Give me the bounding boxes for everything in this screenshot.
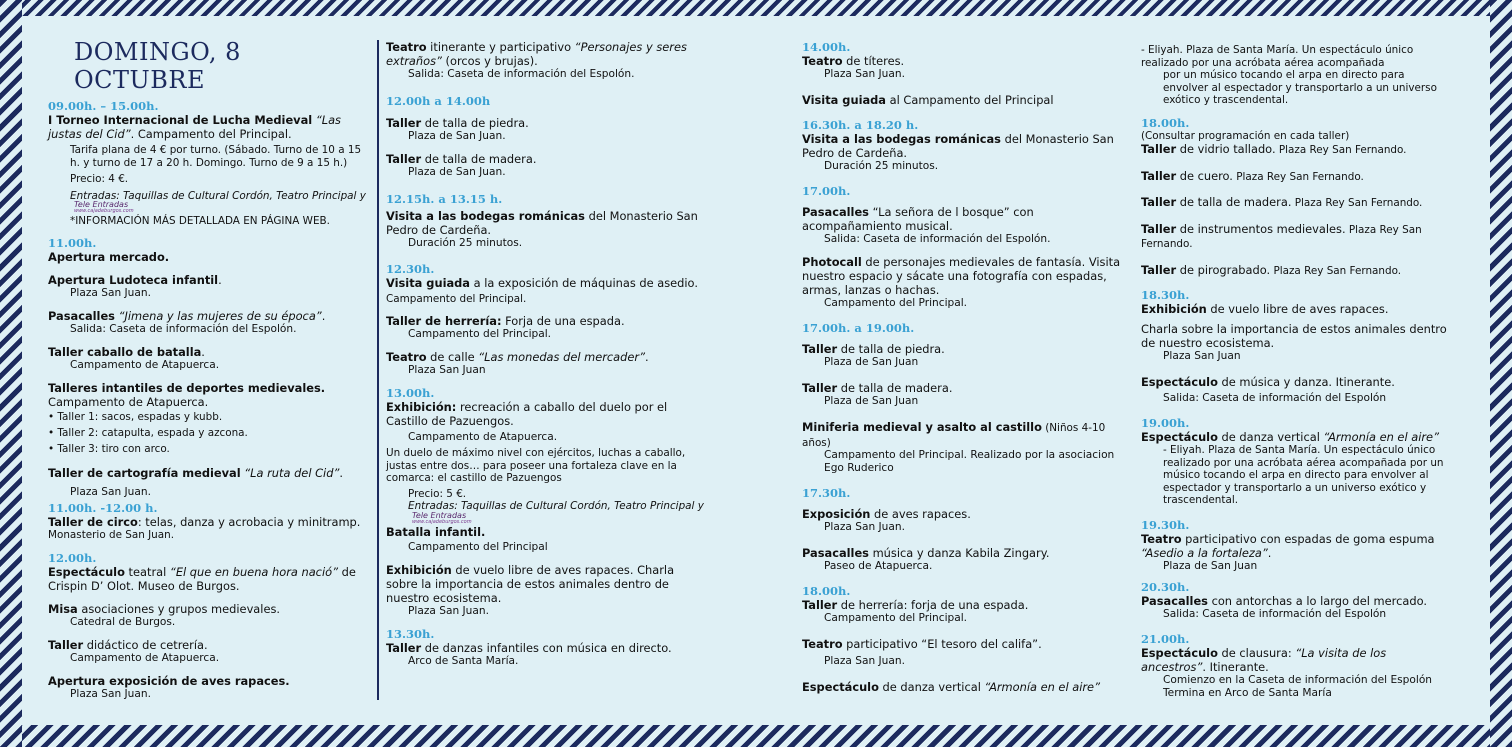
eliyah-description: - Eliyah. Plaza de Santa María. Un espectáculo único realizado por una acróbata aérea acompañada bbox=[1141, 44, 1414, 69]
event-subtitle: “La visita de los ancestros” bbox=[1141, 645, 1387, 674]
event-location: Plaza San Juan bbox=[408, 364, 486, 376]
event-title: Espectáculo bbox=[1141, 375, 1218, 389]
event-danza-vertical bbox=[802, 680, 1128, 694]
event-misa bbox=[48, 602, 370, 616]
event-title: Exhibición bbox=[1141, 302, 1207, 316]
time-heading: 19.00h. bbox=[1141, 416, 1190, 430]
time-heading: 21.00h. bbox=[1141, 631, 1190, 646]
event-desc: de personajes medievales de fantasía. Visita nuestro espacio y sácate una fotografía con espadas, armas, lanzas o hachas. bbox=[802, 255, 1121, 297]
decorative-border-top bbox=[0, 0, 1512, 16]
time-heading: 17.00h. a 19.00h. bbox=[802, 321, 915, 335]
event-desc: al Campamento del Principal bbox=[886, 93, 1054, 107]
event-duration: Duración 25 minutos. bbox=[408, 237, 523, 249]
event-desc: con antorchas a lo largo del mercado. bbox=[1207, 593, 1427, 608]
entradas-text bbox=[48, 190, 370, 215]
time-heading: 13.00h. bbox=[386, 386, 435, 400]
event-bodegas bbox=[802, 132, 1128, 160]
event-desc: de calle bbox=[426, 350, 479, 364]
event-antorchas bbox=[1141, 594, 1447, 608]
event-desc: de vuelo libre de aves rapaces. Charla sobre la importancia de estos animales dentro de nuestro ecosistema. bbox=[386, 563, 675, 605]
time-heading: 11.00h. bbox=[48, 236, 97, 250]
event-talla-madera bbox=[1141, 195, 1447, 210]
precio-text: Precio: 4 €. bbox=[70, 173, 129, 185]
teleentradas-logo bbox=[74, 202, 134, 214]
decorative-border-left bbox=[0, 0, 22, 747]
event-title: Taller caballo de batalla bbox=[48, 345, 202, 359]
eliyah-description-cont: por un músico tocando el arpa en directo para envolver al espectador y transportarlo a un universo exótico y trascendental. bbox=[1163, 69, 1437, 106]
punct: . bbox=[339, 466, 343, 480]
event-title: Taller de circo bbox=[48, 515, 138, 529]
event-desc: de aves rapaces. bbox=[870, 507, 971, 521]
event-location: Termina en Arco de Santa María bbox=[1163, 686, 1332, 699]
charla-text: Charla sobre la importancia de estos animales dentro de nuestro ecosistema. bbox=[1141, 322, 1447, 350]
event-subtitle: “La ruta del Cid” bbox=[240, 466, 340, 480]
event-desc: : telas, danza y acrobacia y minitramp. bbox=[137, 515, 361, 529]
event-title: Visita guiada bbox=[386, 276, 470, 290]
time-heading: 17.00h. bbox=[802, 184, 851, 198]
event-desc: de clausura: bbox=[1217, 645, 1296, 660]
event-title: Exhibición bbox=[386, 563, 452, 577]
event-ludoteca bbox=[48, 273, 370, 287]
event-title: Taller bbox=[1141, 262, 1177, 277]
event-cetreria bbox=[48, 638, 370, 652]
event-pasacalles bbox=[802, 205, 1128, 233]
time-heading: 12.15h. a 13.15 h. bbox=[386, 192, 503, 206]
event-title: Taller bbox=[1141, 221, 1177, 236]
event-location: Salida: Caseta de información del Espolón. bbox=[824, 233, 1051, 245]
event-desc: . Itinerante. bbox=[1202, 659, 1269, 674]
time-heading: 13.30h. bbox=[386, 627, 435, 641]
event-title: Batalla infantil. bbox=[386, 525, 486, 539]
time-heading: 18.00h. bbox=[802, 584, 851, 598]
entradas-label: Entradas: Taquillas de Cultural Cordón, Teatro Principal y bbox=[70, 189, 366, 202]
event-duration: Duración 25 minutos. bbox=[824, 160, 939, 172]
event-pirograbado bbox=[1141, 263, 1447, 278]
event-title: Visita a las bodegas románicas bbox=[802, 132, 1001, 146]
event-subtitle: “Armonía en el aire” bbox=[1323, 430, 1439, 444]
event-desc: (orcos y brujas). bbox=[441, 54, 538, 68]
time-heading: 11.00h. -12.00 h. bbox=[48, 501, 158, 515]
event-vuelo bbox=[386, 563, 704, 605]
event-title: Misa bbox=[48, 601, 78, 616]
event-location: Plaza de San Juan bbox=[1163, 559, 1258, 572]
event-desc: de Crispin D’ Olot. Museo de Burgos. bbox=[48, 564, 356, 593]
event-location: Paseo de Atapuerca. bbox=[824, 560, 933, 572]
event-location: Plaza San Juan. bbox=[70, 287, 151, 299]
event-subtitle: “El que en buena hora nació” bbox=[169, 564, 338, 579]
event-desc: de música y danza. Itinerante. bbox=[1217, 375, 1395, 389]
event-location: Salida: Caseta de información del Espolón. bbox=[408, 68, 635, 80]
event-title: Pasacalles bbox=[802, 205, 869, 219]
event-location: Plaza San Juan. bbox=[70, 687, 151, 700]
time-heading: 18.30h. bbox=[1141, 288, 1190, 302]
logo-text: Tele Entradas bbox=[412, 510, 467, 520]
event-desc: de talla de madera. bbox=[421, 152, 537, 166]
event-desc: de talla de madera. bbox=[837, 381, 953, 395]
event-desc: itinerante y participativo bbox=[426, 40, 575, 54]
event-exposicion bbox=[802, 507, 1128, 521]
event-desc: del Monasterio San Pedro de Cardeña. bbox=[802, 132, 1114, 160]
event-title: Taller bbox=[1141, 168, 1177, 183]
event-califa bbox=[802, 637, 1128, 651]
event-title: Teatro bbox=[386, 350, 427, 364]
event-titeres bbox=[802, 54, 1128, 68]
event-herreria bbox=[802, 598, 1128, 612]
event-title: Pasacalles bbox=[802, 546, 869, 560]
event-title: Apertura mercado. bbox=[48, 250, 170, 264]
bullet-item: • Taller 3: tiro con arco. bbox=[48, 443, 170, 455]
schedule-column-2 bbox=[386, 38, 704, 668]
time-heading: 12.30h. bbox=[386, 262, 435, 276]
time-heading: 20.30h. bbox=[1141, 579, 1190, 594]
event-danzas bbox=[386, 641, 704, 655]
event-location: Comienzo en la Caseta de información del Espolón bbox=[1163, 673, 1433, 686]
event-desc: participativo con espadas de goma espuma bbox=[1181, 531, 1435, 546]
event-location: Campamento de Atapuerca. bbox=[70, 651, 220, 664]
time-heading: 16.30h. a 18.20 h. bbox=[802, 118, 919, 132]
teleentradas-logo bbox=[412, 510, 472, 525]
event-desc: de vidrio tallado. bbox=[1176, 142, 1276, 156]
event-title: Taller de herrería: bbox=[386, 314, 502, 328]
punct: . bbox=[218, 273, 222, 287]
event-location: Campamento de Atapuerca. bbox=[48, 395, 209, 409]
event-title: Taller bbox=[1141, 195, 1177, 209]
punct: . bbox=[201, 345, 205, 359]
event-title: Espectáculo bbox=[48, 564, 125, 579]
event-desc: de danza vertical bbox=[1217, 430, 1324, 444]
event-danza-vertical bbox=[1141, 430, 1447, 444]
event-talla-madera bbox=[802, 381, 1128, 395]
time-heading: 17.30h. bbox=[802, 486, 851, 500]
event-talla-piedra bbox=[802, 342, 1128, 356]
event-location: Plaza Rey San Fernando. bbox=[1275, 144, 1407, 156]
event-clausura bbox=[1141, 646, 1447, 674]
tarifa-text: Tarifa plana de 4 € por turno. (Sábado. Turno de 10 a 15 h. y turno de 17 a 20 h. Domingo. Turno de 9 a 15 h.) bbox=[70, 144, 362, 169]
event-herreria bbox=[386, 314, 704, 328]
event-location: Plaza Rey San Fernando. bbox=[1232, 170, 1364, 183]
event-cuero bbox=[1141, 169, 1447, 184]
event-location: Plaza de San Juan. bbox=[408, 166, 506, 178]
event-location: Arco de Santa María. bbox=[408, 655, 519, 667]
event-subtitle: “Las monedas del mercader” bbox=[478, 350, 645, 364]
event-desc: de danza vertical bbox=[878, 680, 985, 694]
event-subtitle: “Asedio a la fortaleza” bbox=[1141, 545, 1268, 560]
event-title: Miniferia medieval y asalto al castillo bbox=[802, 420, 1042, 434]
event-pasacalles bbox=[48, 309, 370, 323]
schedule-column-1 bbox=[48, 38, 370, 701]
event-location: Plaza San Juan. bbox=[70, 486, 151, 498]
event-location: Campamento del Principal. bbox=[386, 292, 527, 305]
event-goma-espuma bbox=[1141, 532, 1447, 560]
event-location: Salida: Caseta de información del Espolón. bbox=[70, 323, 297, 335]
event-talla-piedra bbox=[386, 116, 704, 130]
event-title: Taller bbox=[1141, 142, 1177, 156]
event-title: Teatro bbox=[802, 637, 843, 651]
consultar-note: (Consultar programación en cada taller) bbox=[1141, 129, 1350, 142]
event-teatro-calle bbox=[386, 350, 704, 364]
event-miniferia bbox=[802, 420, 1128, 449]
event-desc: de danzas infantiles con música en directo. bbox=[421, 641, 672, 655]
event-title: Taller bbox=[802, 598, 838, 612]
event-title: Exposición bbox=[802, 507, 871, 521]
event-location: Plaza San Juan. bbox=[408, 605, 489, 617]
event-aves bbox=[48, 674, 370, 688]
event-desc: de talla de piedra. bbox=[421, 116, 529, 130]
event-title: Taller bbox=[802, 381, 838, 395]
logo-url: www.cajadeburgos.com bbox=[74, 208, 134, 214]
event-location: . Campamento del Principal. bbox=[130, 127, 292, 141]
event-location: Plaza Rey San Fernando. bbox=[1291, 197, 1423, 209]
event-torneo bbox=[48, 113, 370, 141]
event-desc: didáctico de cetrería. bbox=[83, 637, 208, 652]
event-location: Plaza de San Juan bbox=[824, 395, 919, 407]
info-note: *INFORMACIÓN MÁS DETALLADA EN PÁGINA WEB. bbox=[70, 214, 330, 227]
event-title: I Torneo Internacional de Lucha Medieval bbox=[48, 113, 313, 127]
event-desc: de talla de madera. bbox=[1176, 195, 1292, 209]
event-title: Pasacalles bbox=[1141, 593, 1208, 608]
column-divider bbox=[377, 40, 379, 700]
time-heading: 12.00h. bbox=[48, 550, 97, 565]
event-exhibicion-duelo bbox=[386, 400, 704, 428]
event-location: Plaza Rey San Fernando. bbox=[1270, 264, 1402, 277]
punct: . bbox=[644, 350, 649, 364]
event-kabila bbox=[802, 546, 1128, 560]
event-title: Teatro bbox=[1141, 531, 1182, 546]
event-title: Teatro bbox=[802, 54, 843, 68]
event-location: Campamento del Principal. bbox=[824, 297, 968, 309]
page-title: DOMINGO, 8 OCTUBRE bbox=[74, 38, 241, 94]
event-desc: de talla de piedra. bbox=[837, 342, 945, 356]
event-title: Taller bbox=[48, 637, 84, 652]
event-title: Taller bbox=[386, 116, 422, 130]
event-location: Campamento de Atapuerca. bbox=[70, 359, 220, 371]
event-location: Plaza de San Juan bbox=[824, 356, 919, 368]
event-instrumentos bbox=[1141, 222, 1447, 251]
event-desc: “La señora de l bosque” con acompañamiento musical. bbox=[802, 205, 1034, 233]
event-title: Espectáculo bbox=[802, 680, 879, 694]
event-location: Campamento de Atapuerca. bbox=[408, 431, 558, 443]
punct: . bbox=[321, 309, 326, 323]
event-location: Plaza Rey San Fernando. bbox=[1141, 223, 1422, 250]
event-desc: Forja de una espada. bbox=[501, 314, 625, 328]
event-desc: (Niños 4-10 años) bbox=[802, 422, 1106, 449]
event-batalla bbox=[386, 525, 704, 539]
event-title: Visita guiada bbox=[802, 93, 886, 107]
event-desc: del Monasterio San Pedro de Cardeña. bbox=[386, 209, 698, 237]
event-title: Taller bbox=[802, 342, 838, 356]
time-heading: 18.00h. bbox=[1141, 115, 1190, 130]
event-location: Campamento del Principal bbox=[408, 541, 548, 553]
event-location: Salida: Caseta de información del Espolón bbox=[1163, 392, 1387, 404]
event-teatro-itinerante bbox=[386, 40, 704, 68]
event-title: Taller bbox=[386, 641, 422, 655]
entradas-label: Entradas: Taquillas de Cultural Cordón, Teatro Principal y bbox=[408, 500, 704, 512]
event-visita-guiada bbox=[802, 93, 1128, 107]
event-desc: de títeres. bbox=[842, 54, 905, 68]
event-deportes bbox=[48, 381, 370, 395]
event-caballo bbox=[48, 345, 370, 359]
event-title: Apertura exposición de aves rapaces. bbox=[48, 673, 290, 688]
event-vuelo bbox=[1141, 302, 1447, 316]
event-subtitle: “Jimena y las mujeres de su época” bbox=[114, 309, 322, 323]
event-title: Talleres intantiles de deportes medievales. bbox=[48, 381, 326, 395]
event-vidrio bbox=[1141, 142, 1447, 157]
bullet-item: • Taller 2: catapulta, espada y azcona. bbox=[48, 427, 248, 439]
event-location: Campamento del Principal. bbox=[824, 612, 968, 624]
event-location: Plaza San Juan. bbox=[824, 655, 905, 667]
event-cartografia bbox=[48, 466, 370, 480]
event-title: Espectáculo bbox=[1141, 645, 1218, 660]
event-location: Salida: Caseta de información del Espolón bbox=[1163, 607, 1387, 620]
event-location: Plaza San Juan. bbox=[824, 68, 905, 80]
event-location: Plaza San Juan bbox=[1163, 350, 1241, 362]
event-location: Monasterio de San Juan. bbox=[48, 529, 175, 541]
event-title: Photocall bbox=[802, 255, 862, 269]
duelo-description: Un duelo de máximo nivel con ejércitos, luchas a caballo, justas entre dos… para poseer una fortaleza clave en la comarca: el castillo de Pazuengos bbox=[386, 447, 686, 484]
event-desc: teatral bbox=[124, 564, 170, 579]
logo-text: Tele Entradas bbox=[74, 200, 129, 209]
bullet-item: • Taller 1: sacos, espadas y kubb. bbox=[48, 411, 223, 423]
event-photocall bbox=[802, 255, 1128, 297]
event-title: Espectáculo bbox=[1141, 430, 1218, 444]
punct: . bbox=[1267, 545, 1272, 560]
event-subtitle: “Personajes y seres extraños” bbox=[386, 40, 687, 68]
event-visita-guiada bbox=[386, 276, 704, 305]
event-title: Pasacalles bbox=[48, 309, 115, 323]
event-title: Taller de cartografía medieval bbox=[48, 466, 241, 480]
event-espectaculo bbox=[48, 565, 370, 593]
event-circo bbox=[48, 515, 370, 529]
event-location: Plaza de San Juan. bbox=[408, 130, 506, 142]
event-title: Exhibición: bbox=[386, 400, 457, 414]
event-talla-madera bbox=[386, 152, 704, 166]
event-desc: asociaciones y grupos medievales. bbox=[77, 601, 281, 616]
logo-url: www.cajadeburgos.com bbox=[412, 518, 472, 525]
event-mercado bbox=[48, 250, 370, 264]
event-subtitle: “Las justas del Cid” bbox=[48, 113, 341, 141]
event-desc: de vuelo libre de aves rapaces. bbox=[1206, 302, 1389, 316]
decorative-border-bottom bbox=[0, 725, 1512, 747]
event-title: Taller bbox=[386, 152, 422, 166]
event-location: Campamento del Principal. Realizado por la asociacion Ego Ruderico bbox=[824, 449, 1115, 474]
event-title: Teatro bbox=[386, 40, 427, 54]
event-desc: de cuero. bbox=[1176, 168, 1233, 183]
vertical-description: - Eliyah. Plaza de Santa María. Un espectáculo único realizado por una acróbata aérea acompañada por un músico tocando el arpa en directo para envolver al espectador y transportarlo a un universo exótico y trascendental. bbox=[1163, 444, 1444, 506]
event-desc: recreación a caballo del duelo por el Castillo de Pazuengos. bbox=[386, 400, 668, 428]
event-desc: a la exposición de máquinas de asedio. bbox=[470, 276, 698, 290]
event-desc: participativo “El tesoro del califa”. bbox=[842, 637, 1042, 651]
event-desc: música y danza Kabila Zingary. bbox=[868, 546, 1050, 560]
event-desc: de herrería: forja de una espada. bbox=[837, 598, 1029, 612]
event-location: Catedral de Burgos. bbox=[70, 615, 176, 628]
event-title: Apertura Ludoteca infantil bbox=[48, 273, 219, 287]
event-location: Plaza San Juan. bbox=[824, 521, 905, 533]
event-desc: de instrumentos medievales. bbox=[1176, 221, 1346, 236]
event-title: Visita a las bodegas románicas bbox=[386, 209, 585, 223]
event-location: Campamento del Principal. bbox=[408, 328, 552, 340]
event-subtitle: “Armonía en el aire” bbox=[984, 680, 1100, 694]
time-heading: 14.00h. bbox=[802, 40, 851, 54]
event-bodegas bbox=[386, 209, 704, 237]
time-heading: 09.00h. – 15.00h. bbox=[48, 99, 159, 113]
precio-text: Precio: 5 €. bbox=[408, 487, 467, 500]
schedule-column-3 bbox=[802, 38, 1128, 694]
decorative-border-right bbox=[1490, 0, 1512, 747]
event-desc: de pirograbado. bbox=[1176, 262, 1271, 277]
entradas-text bbox=[386, 500, 704, 525]
time-heading: 19.30h. bbox=[1141, 517, 1190, 532]
time-heading: 12.00h a 14.00h bbox=[386, 94, 491, 108]
schedule-column-4 bbox=[1141, 38, 1447, 700]
event-musica-danza bbox=[1141, 375, 1447, 389]
